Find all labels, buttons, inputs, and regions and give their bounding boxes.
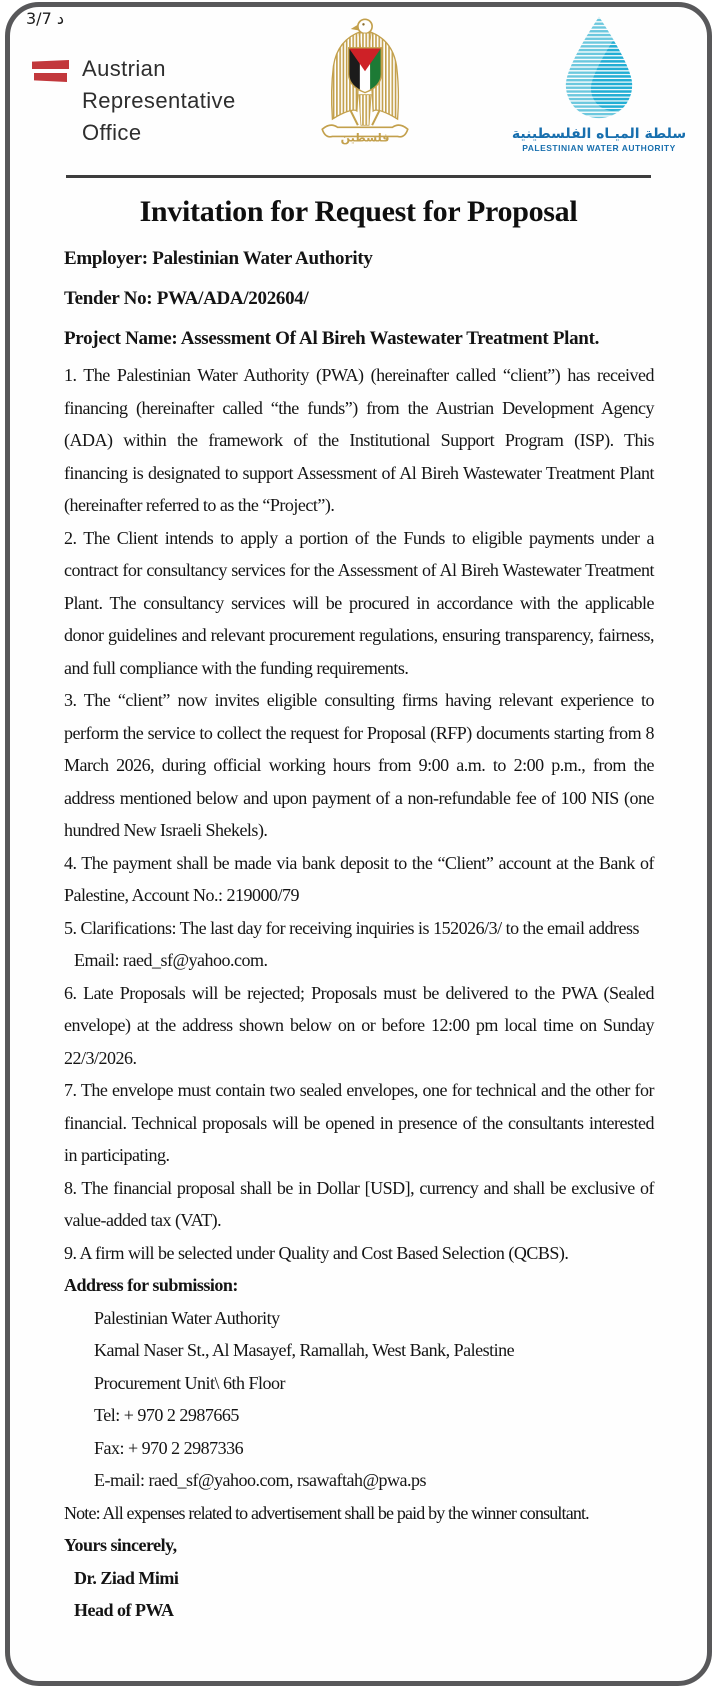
austrian-office-logo [32, 53, 236, 149]
page-marker: 3/7 د [26, 9, 64, 28]
document-paragraph: Tel: + 970 2 2987665 [94, 1405, 239, 1425]
document-paragraph: 7. The envelope must contain two sealed envelopes, one for technical and the other for financial. Technical proposals will be opened in presence of the consultants interested in participating. [64, 1080, 654, 1165]
document-paragraph: Dr. Ziad Mimi [74, 1567, 179, 1588]
document-paragraph: 9. A firm will be selected under Quality and Cost Based Selection (QCBS). [64, 1242, 569, 1263]
document-paragraph: Note: All expenses related to advertisement shall be paid by the winner consultant. [64, 1502, 589, 1523]
document-paragraph: Yours sincerely, [64, 1535, 177, 1555]
austrian-office-name-line: Austrian [82, 56, 166, 81]
document-paragraph: Palestinian Water Authority [94, 1307, 280, 1328]
document-paragraph: 2. The Client intends to apply a portion of the Funds to eligible payments under a contract for consultancy services for the Assessment of Al Bireh Wastewater Treatment Plant. The consultancy services will be procured in accordance with the applicable donor guidelines and relevant procurement regulations, ensuring transparency, fairness, and full compliance with the funding requirements. [64, 527, 654, 678]
document-paragraph: 3. The “client” now invites eligible consulting firms having relevant experience to perform the service to collect the request for Proposal (RFP) documents starting from 8 March 2026, during official working hours from 9:00 a.m. to 2:00 p.m., from the address mentioned below and upon payment of a non-refundable fee of 100 NIS (one hundred New Israeli Shekels). [64, 690, 654, 840]
water-drop-icon [554, 15, 644, 119]
document-paragraph: Procurement Unit\ 6th Floor [94, 1372, 285, 1393]
austrian-flag-icon [32, 60, 69, 149]
austrian-office-name-line: Office [82, 120, 142, 145]
document-paragraph: Email: raed_sf@yahoo.com. [74, 950, 268, 970]
document-paragraph: Kamal Naser St., Al Masayef, Ramallah, West Bank, Palestine [94, 1340, 515, 1360]
document-paragraph: 5. Clarifications: The last day for receiving inquiries is 152026/3/ to the email address [64, 917, 640, 938]
document-paragraph: Head of PWA [74, 1600, 174, 1620]
document-paragraph: Project Name: Assessment Of Al Bireh Wastewater Treatment Plant. [64, 328, 600, 349]
document-paragraph: Employer: Palestinian Water Authority [64, 248, 373, 269]
header-divider [66, 175, 651, 178]
document-title: Invitation for Request for Proposal [139, 195, 578, 228]
header [10, 7, 707, 175]
austrian-office-name [82, 53, 236, 149]
document-paragraph: Fax: + 970 2 2987336 [94, 1437, 244, 1458]
pwa-name-english: PALESTINIAN WATER AUTHORITY [522, 143, 676, 153]
document-paragraph: Tender No: PWA/ADA/202604/ [64, 288, 309, 309]
document-paragraph: 1. The Palestinian Water Authority (PWA) (hereinafter called “client”) has received financing (hereinafter called “the funds”) from the Austrian Development Agency (ADA) within the framework of the Institutional Support Program (ISP). This financing is designated to support Assessment of Al Bireh Wastewater Treatment Plant (hereinafter referred to as the “Project”). [64, 365, 654, 515]
document-paragraph: 6. Late Proposals will be rejected; Proposals must be delivered to the PWA (Sealed envelope) at the address shown below on or before 12:00 pm local time on Sunday 22/3/2026. [64, 982, 654, 1068]
document-paragraph: E-mail: raed_sf@yahoo.com, rsawaftah@pwa.ps [94, 1470, 427, 1490]
austrian-office-name-line: Representative [82, 88, 236, 113]
document-paragraph: Address for submission: [64, 1275, 238, 1295]
pwa-logo [507, 15, 691, 154]
pwa-name-arabic: سلطة الميـاه الفلسطينية [511, 126, 687, 142]
document-paragraph: 4. The payment shall be made via bank deposit to the “Client” account at the Bank of Palestine, Account No.: 219000/79 [64, 852, 654, 905]
document-paragraph: 8. The financial proposal shall be in Dollar [USD], currency and shall be exclusive of value-added tax (VAT). [64, 1177, 654, 1230]
document-body [64, 239, 654, 1627]
emblem-scroll-text: فلسطين [340, 131, 390, 145]
palestine-coat-of-arms-icon [310, 13, 420, 163]
advert-border [5, 2, 712, 1686]
